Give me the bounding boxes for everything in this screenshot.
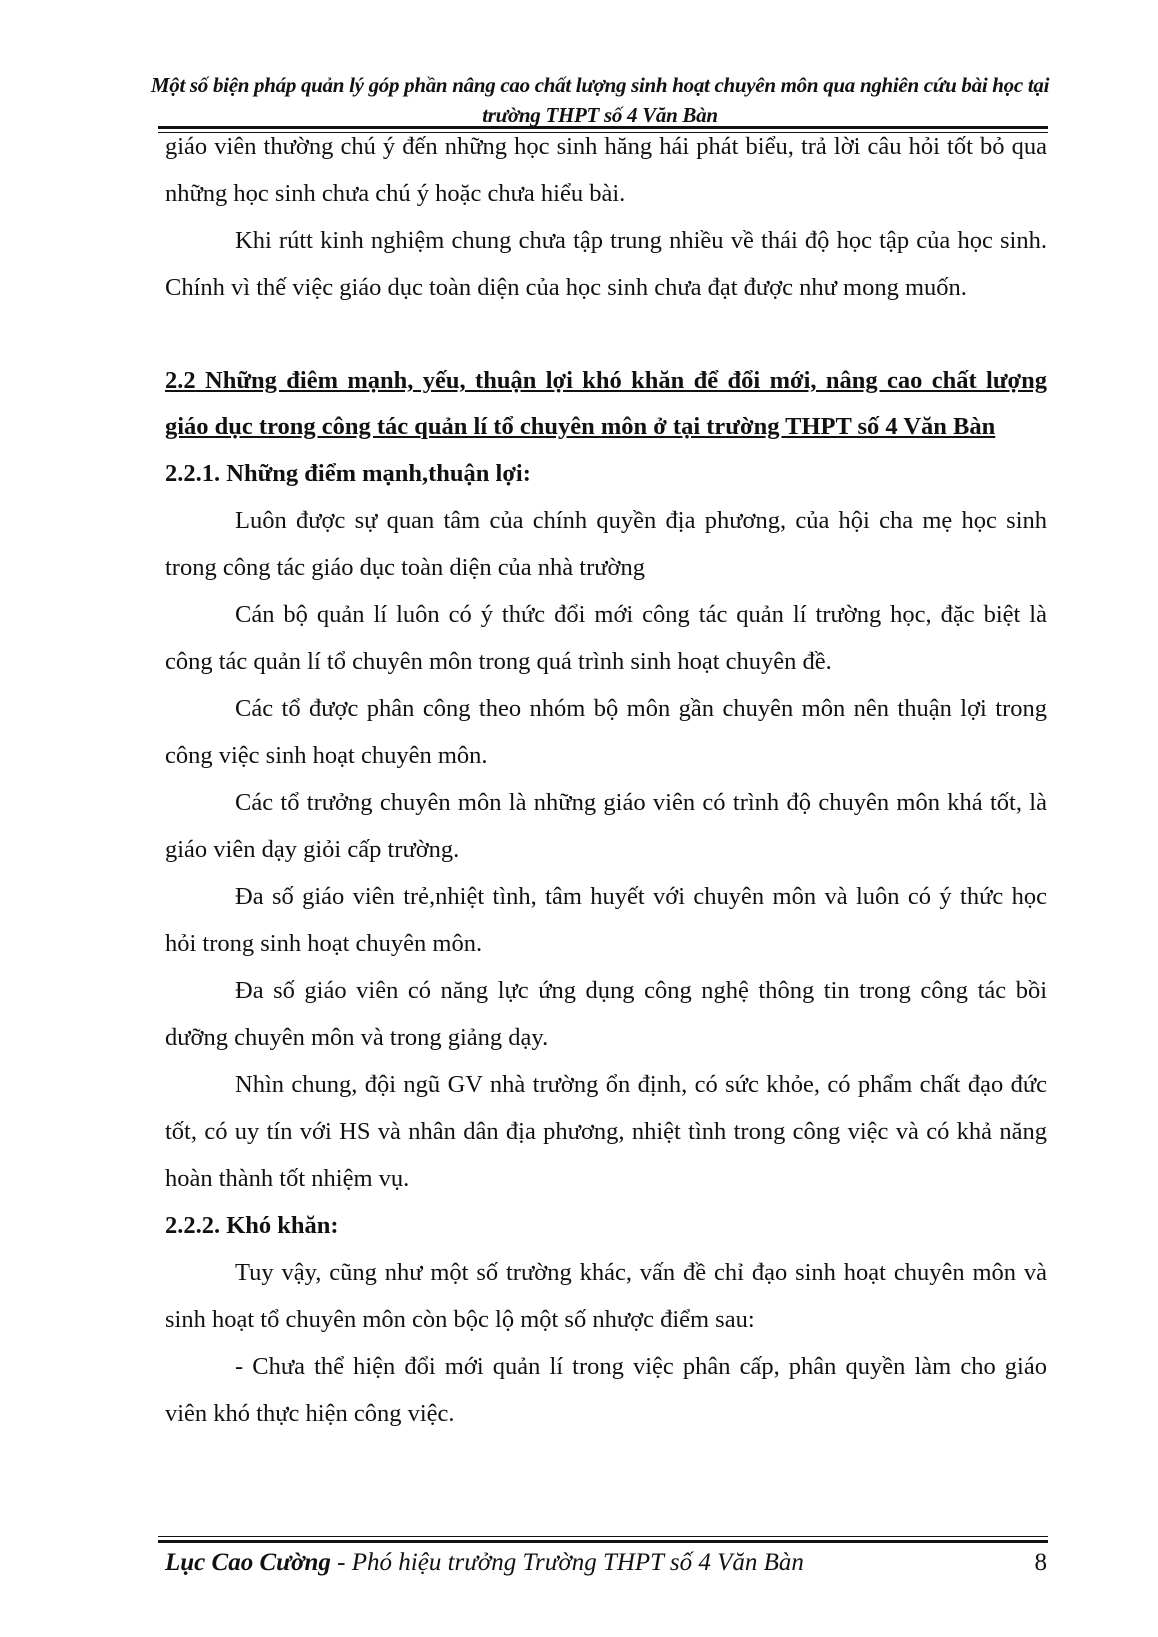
paragraph: Các tổ được phân công theo nhóm bộ môn gần chuyên môn nên thuận lợi trong công việc sinh hoạt chuyên môn. bbox=[165, 695, 1047, 769]
footer-divider bbox=[158, 1536, 1048, 1543]
paragraph: Cán bộ quản lí luôn có ý thức đổi mới công tác quản lí trường học, đặc biệt là công tác quản lí tổ chuyên môn trong quá trình sinh hoạt chuyên đề. bbox=[165, 601, 1047, 675]
header-title-line2: trường THPT số 4 Văn Bàn bbox=[482, 103, 718, 127]
page-body bbox=[165, 123, 1047, 1437]
subsection-heading-strengths: 2.2.1. Những điểm mạnh,thuận lợi: bbox=[165, 460, 531, 487]
paragraph: giáo viên thường chú ý đến những học sinh hăng hái phát biểu, trả lời câu hỏi tốt bỏ qua những học sinh chưa chú ý hoặc chưa hiểu bài. bbox=[165, 133, 1047, 207]
footer-author: Lục Cao Cường bbox=[165, 1549, 331, 1576]
subsection-heading-difficulties: 2.2.2. Khó khăn: bbox=[165, 1212, 339, 1239]
spacer bbox=[165, 311, 1047, 358]
section-number: 2.2 bbox=[165, 367, 196, 394]
footer-separator: - bbox=[330, 1549, 352, 1576]
paragraph: Nhìn chung, đội ngũ GV nhà trường ổn định, có sức khỏe, có phẩm chất đạo đức tốt, có uy tín với HS và nhân dân địa phương, nhiệt tình trong công việc và có khả năng hoàn thành tốt nhiệm vụ. bbox=[165, 1071, 1047, 1192]
paragraph: Tuy vậy, cũng như một số trường khác, vấn đề chỉ đạo sinh hoạt chuyên môn và sinh hoạt tổ chuyên môn còn bộc lộ một số nhược điểm sau: bbox=[165, 1259, 1047, 1333]
paragraph: Luôn được sự quan tâm của chính quyền địa phương, của hội cha mẹ học sinh trong công tác giáo dục toàn diện của nhà trường bbox=[165, 507, 1047, 581]
paragraph: Đa số giáo viên có năng lực ứng dụng công nghệ thông tin trong công tác bồi dưỡng chuyên môn và trong giảng dạy. bbox=[165, 977, 1047, 1051]
section-title: Những điêm mạnh, yếu, thuận lợi khó khăn để đổi mới, nâng cao chất lượng giáo dục trong công tác quản lí tổ chuyên môn ở tại trường THPT số 4 Văn Bàn bbox=[165, 367, 1048, 440]
section-heading bbox=[165, 358, 1047, 450]
header-title-line1: Một số biện pháp quản lý góp phần nâng cao chất lượng sinh hoạt chuyên môn qua nghiên cứu bài học tại bbox=[150, 73, 1050, 97]
page-header bbox=[150, 70, 1050, 130]
paragraph: Đa số giáo viên trẻ,nhiệt tình, tâm huyết với chuyên môn và luôn có ý thức học hỏi trong sinh hoạt chuyên môn. bbox=[165, 883, 1047, 957]
paragraph: Khi rútt kinh nghiệm chung chưa tập trung nhiều về thái độ học tập của học sinh. Chính vì thế việc giáo dục toàn diện của học sinh chưa đạt được như mong muốn. bbox=[165, 227, 1047, 301]
paragraph: Các tổ trưởng chuyên môn là những giáo viên có trình độ chuyên môn khá tốt, là giáo viên dạy giỏi cấp trường. bbox=[165, 789, 1047, 863]
page-footer bbox=[165, 1545, 1047, 1581]
paragraph: - Chưa thể hiện đổi mới quản lí trong việc phân cấp, phân quyền làm cho giáo viên khó thực hiện công việc. bbox=[165, 1353, 1047, 1427]
page-number: 8 bbox=[1034, 1549, 1047, 1576]
footer-role: Phó hiệu trưởng Trường THPT số 4 Văn Bàn bbox=[351, 1549, 804, 1576]
